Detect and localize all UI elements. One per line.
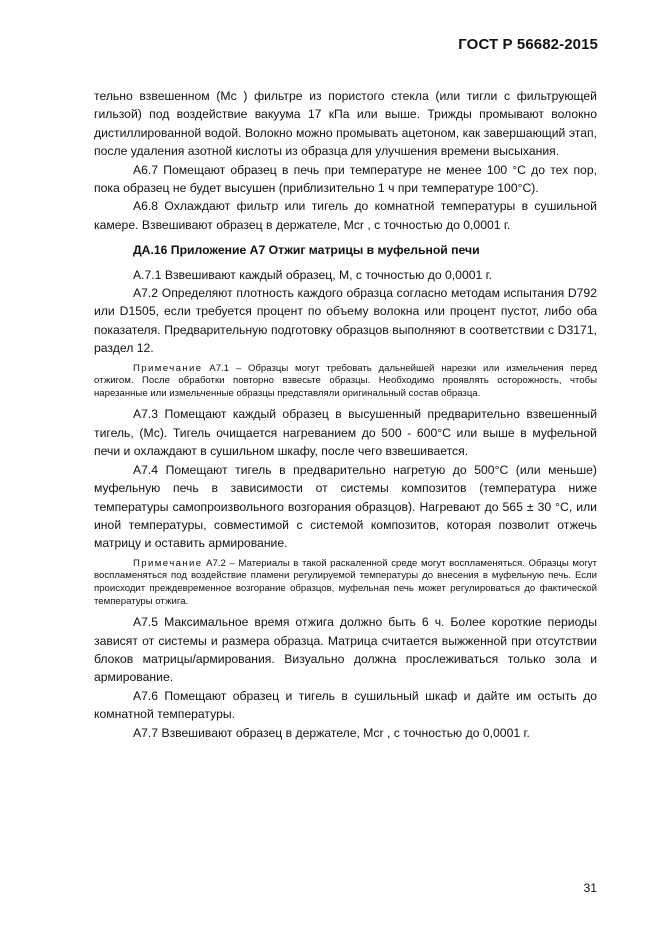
paragraph-a7-3: А7.3 Помещают каждый образец в высушенный предварительно взвешенный тигель, (Мс). Тигель очищается нагреванием до 500 - 600°С или выше в муфельной печи и охлаждают в сушильном шкафу, после чего взвешивается. xyxy=(94,407,597,459)
section-heading: ДА.16 Приложение А7 Отжиг матрицы в муфельной печи xyxy=(133,243,480,258)
note-label: Примечание xyxy=(133,362,203,374)
note-text: А7.2 – Материалы в такой раскаленной среде могут воспламеняться. Образцы могут воспламеняться под воздействие пламени регулируемой температуры до внесения в муфельную печь. Если происходит преждевременное возгорание образцов, муфельная печь может регулироваться до фактической температуры отжига. xyxy=(94,557,597,607)
paragraph-a7-4: А7.4 Помещают тигель в предварительно нагретую до 500°С (или меньше) муфельную печь в зависимости от системы композитов (температура ниже температуры самопроизвольного возгорания образцов). Нагревают до 565 ± 30 °С, или иной температуры, совместимой с системой композитов, которая позволит отжечь матрицу и оставить армирование. xyxy=(94,462,597,551)
page-body xyxy=(94,87,597,742)
page-number: 31 xyxy=(583,881,597,895)
note-a7-2 xyxy=(94,558,597,608)
note-a7-1 xyxy=(94,363,597,401)
paragraph-a7-2: А7.2 Определяют плотность каждого образца согласно методам испытания D792 или D1505, если требуется процент по объему волокна или процент пустот, либо оба показателя. Предварительную подготовку образцов выполняют в соответствии с D3171, раздел 12. xyxy=(94,286,597,356)
paragraph-a7-5: А7.5 Максимальное время отжига должно быть 6 ч. Более короткие периоды зависят от системы и размера образца. Матрица считается выжженной при отсутствии блоков матрицы/армирования. Визуально должна прослеживаться только зола и армирование. xyxy=(94,615,597,685)
paragraph-a6-7: А6.7 Помещают образец в печь при температуре не менее 100 °С до тех пор, пока образец не будет высушен (приблизительно 1 ч при температуре 100°С). xyxy=(94,162,597,196)
document-header: ГОСТ Р 56682-2015 xyxy=(458,36,598,53)
note-text: А7.1 – Образцы могут требовать дальнейшей нарезки или измельчения перед отжигом. После обработки повторно взвесьте образцы. Необходимо проявлять осторожность, чтобы нарезанные или измельченные образцы представляли оригинальный состав образца. xyxy=(94,362,597,399)
paragraph-a7-1: А.7.1 Взвешивают каждый образец, М, с точностью до 0,0001 г. xyxy=(133,267,493,282)
note-label: Примечание xyxy=(133,557,203,569)
paragraph-a7-6: А7.6 Помещают образец и тигель в сушильный шкаф и дайте им остыть до комнатной температуры. xyxy=(94,688,597,722)
paragraph-continuation: тельно взвешенном (Мс ) фильтре из пористого стекла (или тигли с фильтрующей гильзой) под воздействие вакуума 17 кПа или выше. Трижды промывают волокно дистиллированной водой. Волокно можно промывать ацетоном, как завершающий этап, после удаления азотной кислоты из образца для улучшения времени высыхания. xyxy=(94,89,597,159)
paragraph-a6-8: А6.8 Охлаждают фильтр или тигель до комнатной температуры в сушильной камере. Взвешивают образец в держателе, Мcr , с точностью до 0,0001 г. xyxy=(94,199,597,232)
paragraph-a7-7: А7.7 Взвешивают образец в держателе, Мcr , с точностью до 0,0001 г. xyxy=(133,725,530,740)
